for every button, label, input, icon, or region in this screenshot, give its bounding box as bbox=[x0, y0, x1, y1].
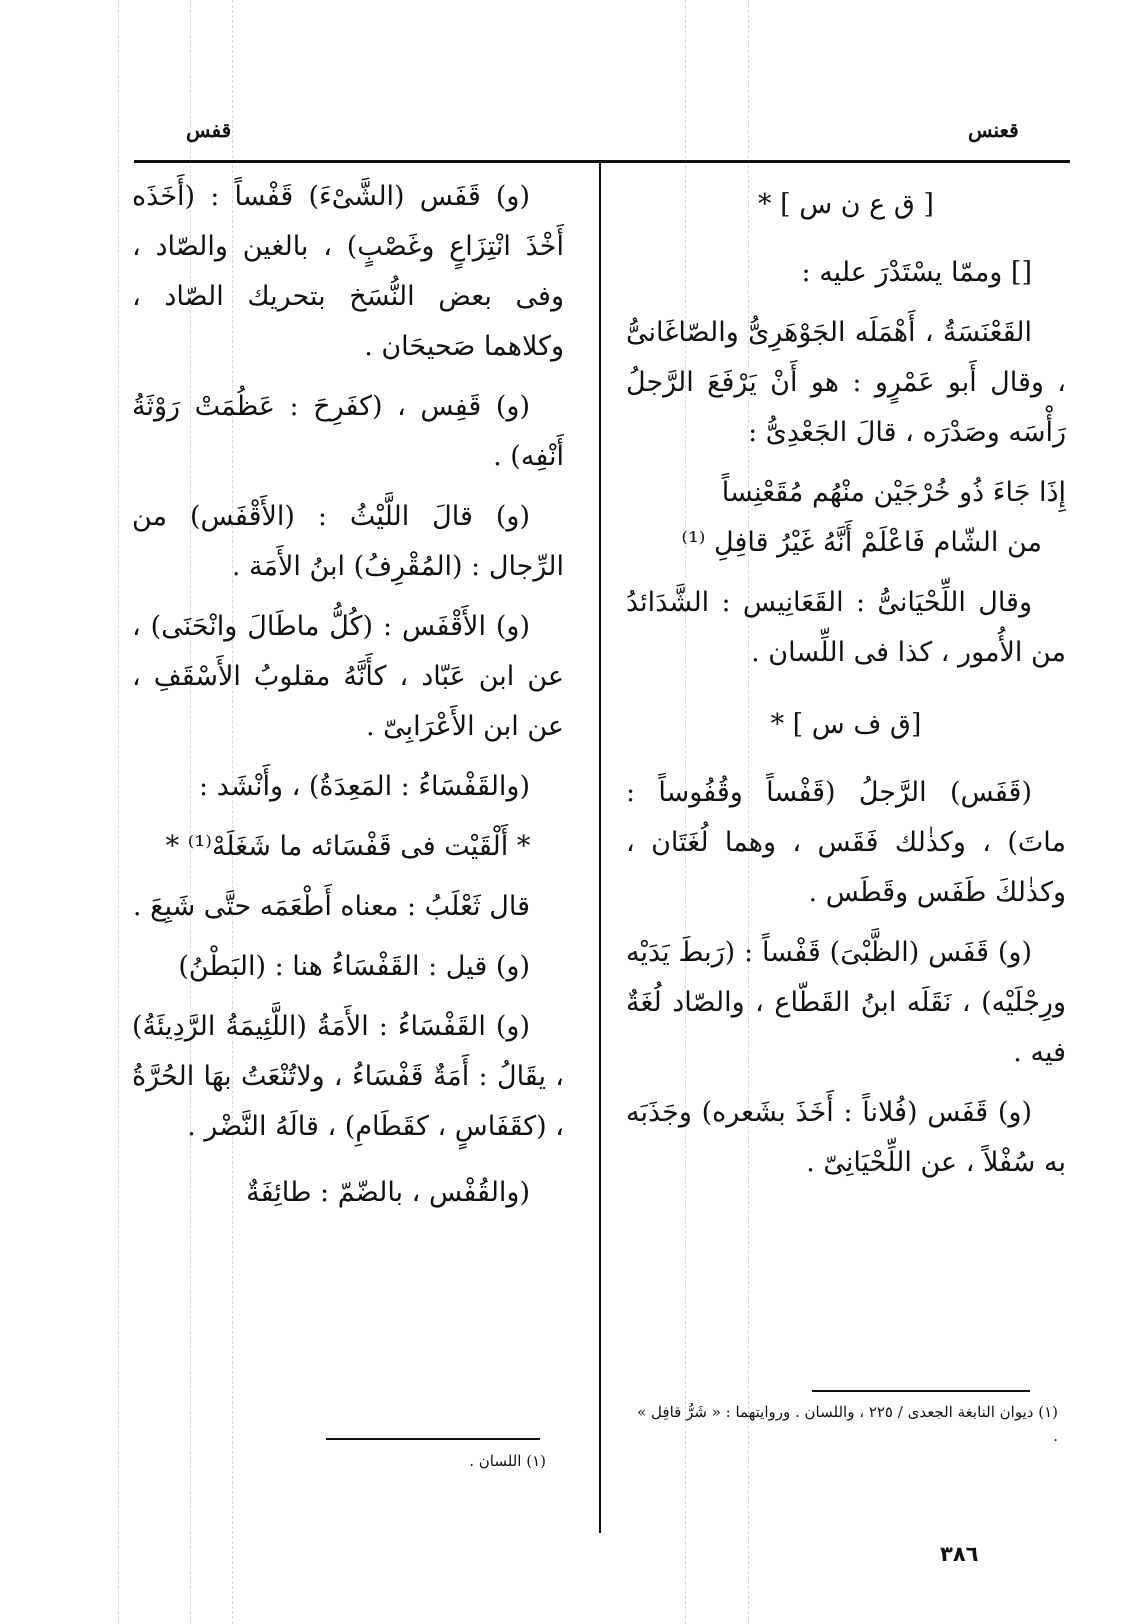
footnote-left: (١) اللسان . bbox=[469, 1452, 546, 1470]
paragraph: (و) قَفَس (الظَّبْىَ) قَفْساً : (رَبطَ يَدَيْه ورِجْلَيْه) ، نَقَلَه ابنُ القَطّاع ، والصّاد لُغَةٌ فيه . bbox=[626, 937, 1066, 1068]
paragraph: (قَفَس) الرَّجلُ (قَفْساً وقُفُوساً : ماتَ) ، وكذٰلك فَقَس ، وهما لُغَتَان ، وكذٰلكَ طَفَس وقَطَس . bbox=[626, 777, 1066, 908]
paragraph: (و) قَفِس ، (كفَرِحَ : عَظُمَتْ رَوْثَةُ أَنْفِه) . bbox=[132, 391, 564, 472]
footnote-rule bbox=[812, 1390, 1030, 1392]
footnote-right: (١) ديوان النابغة الجعدى / ٢٢٥ ، واللسان . وروايتهما : « شَرُّ قافِل » . bbox=[637, 1403, 1058, 1445]
paragraph: وقال اللِّحْيَانىُّ : القَعَانِيس : الشَّدَائدُ من الأُمور ، كذا فى اللِّسان . bbox=[626, 587, 1066, 668]
column-divider bbox=[599, 163, 601, 1533]
verse-line: من الشّام فَاعْلَمْ أَنَّهُ غَيْرُ قافِلِ ⁽¹⁾ bbox=[681, 527, 1042, 558]
footnote-rule bbox=[326, 1438, 540, 1440]
entry-heading-qafs: [ق ف س ] * bbox=[770, 709, 922, 740]
page-number: ٣٨٦ bbox=[940, 1542, 979, 1566]
paragraph: (والقُفْس ، بالضّمّ : طائِفَةٌ bbox=[246, 1177, 530, 1208]
paragraph: (و) قَفَس (فُلاناً : أَخَذَ بشَعره) وجَذَبَه به سُفْلاً ، عن اللِّحْيَانِىّ . bbox=[626, 1097, 1066, 1178]
paragraph: القَعْنَسَةُ ، أَهْمَلَه الجَوْهَرِىُّ والصّاغَانىُّ ، وقال أَبو عَمْرٍو : هو أَنْ يَرْفَعَ الرَّجلُ رَأْسَه وصَدْرَه ، قالَ الجَعْدِىُّ : bbox=[626, 317, 1066, 448]
entry-heading-qans: [ ق ع ن س ] * bbox=[758, 189, 934, 220]
header-rule bbox=[134, 160, 1070, 163]
paragraph: (و) الأَقْفَس : (كُلُّ ماطَالَ وانْحَنَى) ، عن ابن عَبّاد ، كأَنَّهُ مقلوبُ الأَسْقَفِ ، عن ابن الأَعْرَابِىّ . bbox=[132, 611, 564, 742]
paragraph: (والقَفْسَاءُ : المَعِدَةُ) ، وأَنْشَد : bbox=[199, 771, 530, 802]
scan-guide-line bbox=[118, 0, 119, 1624]
paragraph: قال ثَعْلَبُ : معناه أَطْعَمَه حتَّى شَبِعَ . bbox=[132, 891, 530, 922]
paragraph: (و) قَفَس (الشَّىْءَ) قَفْساً : (أَخَذَه أَخْذَ انْتِزَاعٍ وغَصْبٍ) ، بالغين والصّاد ، وفى بعض النُّسَخ بتحريك الصّاد ، وكلاهما صَحيحَان . bbox=[132, 181, 564, 362]
paragraph: (و) قالَ اللَّيْثُ : (الأَقْفَس) من الرِّجال : (المُقْرِفُ) ابنُ الأَمَة . bbox=[132, 501, 564, 582]
left-column bbox=[132, 172, 564, 1228]
quoted-verse: * أَلْقَيْت فى قَفْسَائه ما شَغَلَهْ⁽¹⁾ * bbox=[165, 831, 531, 862]
running-header-right: قعنس bbox=[968, 118, 1019, 142]
paragraph: [] وممّا يسْتَدْرَ عليه : bbox=[801, 257, 1032, 288]
right-column bbox=[626, 172, 1066, 1198]
verse-line: إِذَا جَاءَ ذُو خُرْجَيْن منْهُم مُقَعْنِساً bbox=[721, 477, 1066, 508]
running-header-left: قفس bbox=[186, 118, 232, 142]
paragraph: (و) قيل : القَفْسَاءُ هنا : (البَطْنُ) bbox=[178, 951, 530, 982]
paragraph: (و) القَفْسَاءُ : الأَمَةُ (اللَّئِيمَةُ الرَّدِيئَةُ) ، يقَالُ : أَمَةٌ قَفْسَاءُ ، ولاتُنْعَتُ بهَا الحُرَّةُ ، (كقَفَاسٍ ، كقَطَامِ) ، قالَهُ النَّضْر . bbox=[132, 1011, 564, 1142]
